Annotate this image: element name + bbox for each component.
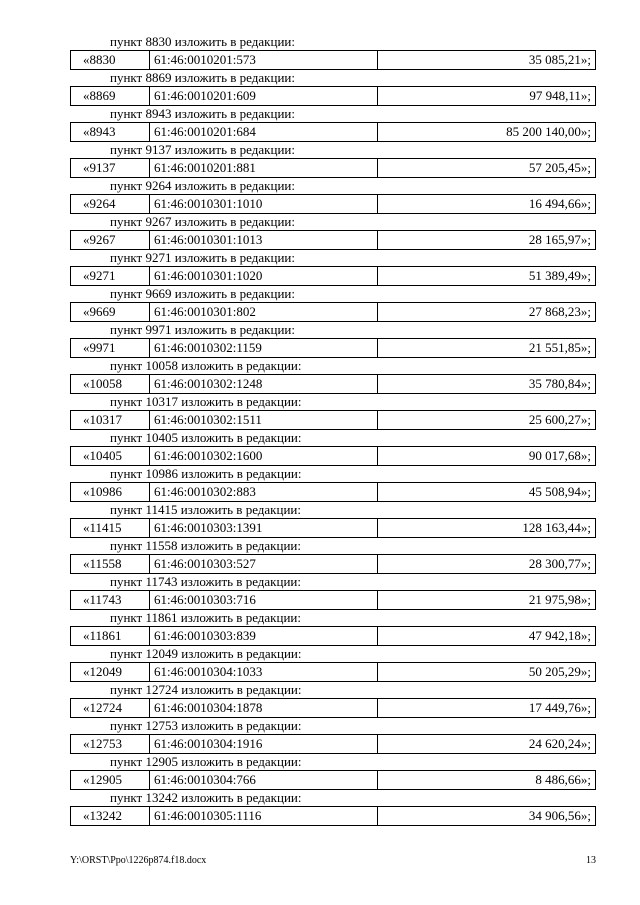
cadastral-number-cell: 61:46:0010304:766: [150, 771, 378, 790]
item-number-cell: «9267: [71, 231, 150, 250]
amendment-table-row: [70, 806, 596, 826]
amendment-caption: пункт 9137 изложить в редакции:: [110, 142, 295, 157]
amendment-table-row: [70, 266, 596, 286]
amendment-entry: [70, 466, 596, 502]
item-number-cell: «12724: [71, 699, 150, 718]
amendment-table-row: [70, 50, 596, 70]
amendment-entry: [70, 790, 596, 826]
amendment-entry: [70, 754, 596, 790]
cadastral-number-cell: 61:46:0010303:1391: [150, 519, 378, 538]
amendment-table-row: [70, 698, 596, 718]
amendment-caption: пункт 11415 изложить в редакции:: [110, 502, 301, 517]
item-number-cell: «8830: [71, 51, 150, 70]
amendment-table-row: [70, 194, 596, 214]
amendment-entry: [70, 142, 596, 178]
amount-cell: 47 942,18»;: [378, 627, 596, 646]
amendment-table-row: [70, 626, 596, 646]
amount-cell: 8 486,66»;: [378, 771, 596, 790]
amendment-table-row: [70, 734, 596, 754]
amendment-table-row: [70, 662, 596, 682]
item-number-cell: «8869: [71, 87, 150, 106]
cadastral-number-cell: 61:46:0010304:1916: [150, 735, 378, 754]
cadastral-number-cell: 61:46:0010301:1013: [150, 231, 378, 250]
item-number-cell: «10317: [71, 411, 150, 430]
amount-cell: 51 389,49»;: [378, 267, 596, 286]
amendment-caption: пункт 13242 изложить в редакции:: [110, 790, 302, 805]
amendment-caption: пункт 10058 изложить в редакции:: [110, 358, 302, 373]
amendment-table-row: [70, 770, 596, 790]
amount-cell: 90 017,68»;: [378, 447, 596, 466]
footer-page-number: 13: [586, 855, 596, 866]
item-number-cell: «12049: [71, 663, 150, 682]
amendment-entry: [70, 286, 596, 322]
cadastral-number-cell: 61:46:0010305:1116: [150, 807, 378, 826]
item-number-cell: «8943: [71, 123, 150, 142]
cadastral-number-cell: 61:46:0010201:573: [150, 51, 378, 70]
amendment-entry: [70, 322, 596, 358]
amendment-table-row: [70, 410, 596, 430]
amount-cell: 21 975,98»;: [378, 591, 596, 610]
cadastral-number-cell: 61:46:0010201:881: [150, 159, 378, 178]
cadastral-number-cell: 61:46:0010302:1159: [150, 339, 378, 358]
amendment-table-row: [70, 482, 596, 502]
amendment-caption: пункт 10317 изложить в редакции:: [110, 394, 302, 409]
amendment-entry: [70, 646, 596, 682]
amendment-caption: пункт 9264 изложить в редакции:: [110, 178, 295, 193]
amount-cell: 128 163,44»;: [378, 519, 596, 538]
cadastral-number-cell: 61:46:0010302:1511: [150, 411, 378, 430]
amendment-entry: [70, 538, 596, 574]
cadastral-number-cell: 61:46:0010303:716: [150, 591, 378, 610]
item-number-cell: «10986: [71, 483, 150, 502]
cadastral-number-cell: 61:46:0010304:1033: [150, 663, 378, 682]
amendment-caption: пункт 9669 изложить в редакции:: [110, 286, 295, 301]
amendment-entry: [70, 34, 596, 70]
amendment-table-row: [70, 374, 596, 394]
item-number-cell: «12753: [71, 735, 150, 754]
amount-cell: 57 205,45»;: [378, 159, 596, 178]
cadastral-number-cell: 61:46:0010302:883: [150, 483, 378, 502]
amount-cell: 45 508,94»;: [378, 483, 596, 502]
cadastral-number-cell: 61:46:0010201:684: [150, 123, 378, 142]
amendment-entry: [70, 610, 596, 646]
item-number-cell: «9669: [71, 303, 150, 322]
item-number-cell: «9137: [71, 159, 150, 178]
item-number-cell: «9264: [71, 195, 150, 214]
amount-cell: 27 868,23»;: [378, 303, 596, 322]
amount-cell: 21 551,85»;: [378, 339, 596, 358]
amendment-caption: пункт 12753 изложить в редакции:: [110, 718, 302, 733]
amount-cell: 34 906,56»;: [378, 807, 596, 826]
amendment-table-row: [70, 554, 596, 574]
cadastral-number-cell: 61:46:0010304:1878: [150, 699, 378, 718]
amendment-caption: пункт 9267 изложить в редакции:: [110, 214, 295, 229]
cadastral-number-cell: 61:46:0010301:1010: [150, 195, 378, 214]
amendment-entry: [70, 178, 596, 214]
amendment-caption: пункт 8943 изложить в редакции:: [110, 106, 295, 121]
cadastral-number-cell: 61:46:0010301:802: [150, 303, 378, 322]
amendment-caption: пункт 8869 изложить в редакции:: [110, 70, 295, 85]
item-number-cell: «11415: [71, 519, 150, 538]
item-number-cell: «10058: [71, 375, 150, 394]
cadastral-number-cell: 61:46:0010301:1020: [150, 267, 378, 286]
cadastral-number-cell: 61:46:0010201:609: [150, 87, 378, 106]
amendment-caption: пункт 11861 изложить в редакции:: [110, 610, 301, 625]
amendment-table-row: [70, 302, 596, 322]
amendment-caption: пункт 12905 изложить в редакции:: [110, 754, 302, 769]
amount-cell: 85 200 140,00»;: [378, 123, 596, 142]
amendment-entry: [70, 682, 596, 718]
amendment-entry: [70, 70, 596, 106]
item-number-cell: «11743: [71, 591, 150, 610]
amendment-table-row: [70, 590, 596, 610]
item-number-cell: «9271: [71, 267, 150, 286]
footer-file-path: Y:\ORST\Ppo\1226p874.f18.docx: [70, 855, 207, 866]
amendment-entry: [70, 358, 596, 394]
item-number-cell: «13242: [71, 807, 150, 826]
amendment-caption: пункт 8830 изложить в редакции:: [110, 34, 295, 49]
amendment-entry: [70, 214, 596, 250]
amendment-table-row: [70, 446, 596, 466]
amount-cell: 97 948,11»;: [378, 87, 596, 106]
amount-cell: 35 085,21»;: [378, 51, 596, 70]
amendment-table-row: [70, 122, 596, 142]
amount-cell: 28 165,97»;: [378, 231, 596, 250]
amendment-table-row: [70, 518, 596, 538]
amount-cell: 24 620,24»;: [378, 735, 596, 754]
amendment-caption: пункт 11558 изложить в редакции:: [110, 538, 301, 553]
cadastral-number-cell: 61:46:0010303:527: [150, 555, 378, 574]
amendment-entry: [70, 106, 596, 142]
amendment-caption: пункт 10986 изложить в редакции:: [110, 466, 302, 481]
amendment-entry: [70, 394, 596, 430]
amendment-table-row: [70, 338, 596, 358]
amount-cell: 35 780,84»;: [378, 375, 596, 394]
amendment-table-row: [70, 86, 596, 106]
amendment-entry: [70, 574, 596, 610]
amendment-caption: пункт 9971 изложить в редакции:: [110, 322, 295, 337]
document-body: [70, 34, 596, 826]
amendment-caption: пункт 12724 изложить в редакции:: [110, 682, 302, 697]
amount-cell: 17 449,76»;: [378, 699, 596, 718]
amendment-entry: [70, 250, 596, 286]
item-number-cell: «10405: [71, 447, 150, 466]
cadastral-number-cell: 61:46:0010302:1600: [150, 447, 378, 466]
amount-cell: 16 494,66»;: [378, 195, 596, 214]
cadastral-number-cell: 61:46:0010302:1248: [150, 375, 378, 394]
amount-cell: 50 205,29»;: [378, 663, 596, 682]
amendment-entry: [70, 502, 596, 538]
item-number-cell: «9971: [71, 339, 150, 358]
item-number-cell: «11861: [71, 627, 150, 646]
item-number-cell: «11558: [71, 555, 150, 574]
amendment-table-row: [70, 158, 596, 178]
amendment-caption: пункт 11743 изложить в редакции:: [110, 574, 301, 589]
cadastral-number-cell: 61:46:0010303:839: [150, 627, 378, 646]
amendment-entry: [70, 430, 596, 466]
amendment-table-row: [70, 230, 596, 250]
amount-cell: 28 300,77»;: [378, 555, 596, 574]
amendment-caption: пункт 12049 изложить в редакции:: [110, 646, 302, 661]
amendment-caption: пункт 9271 изложить в редакции:: [110, 250, 295, 265]
item-number-cell: «12905: [71, 771, 150, 790]
amendment-entry: [70, 718, 596, 754]
amendment-caption: пункт 10405 изложить в редакции:: [110, 430, 302, 445]
amount-cell: 25 600,27»;: [378, 411, 596, 430]
